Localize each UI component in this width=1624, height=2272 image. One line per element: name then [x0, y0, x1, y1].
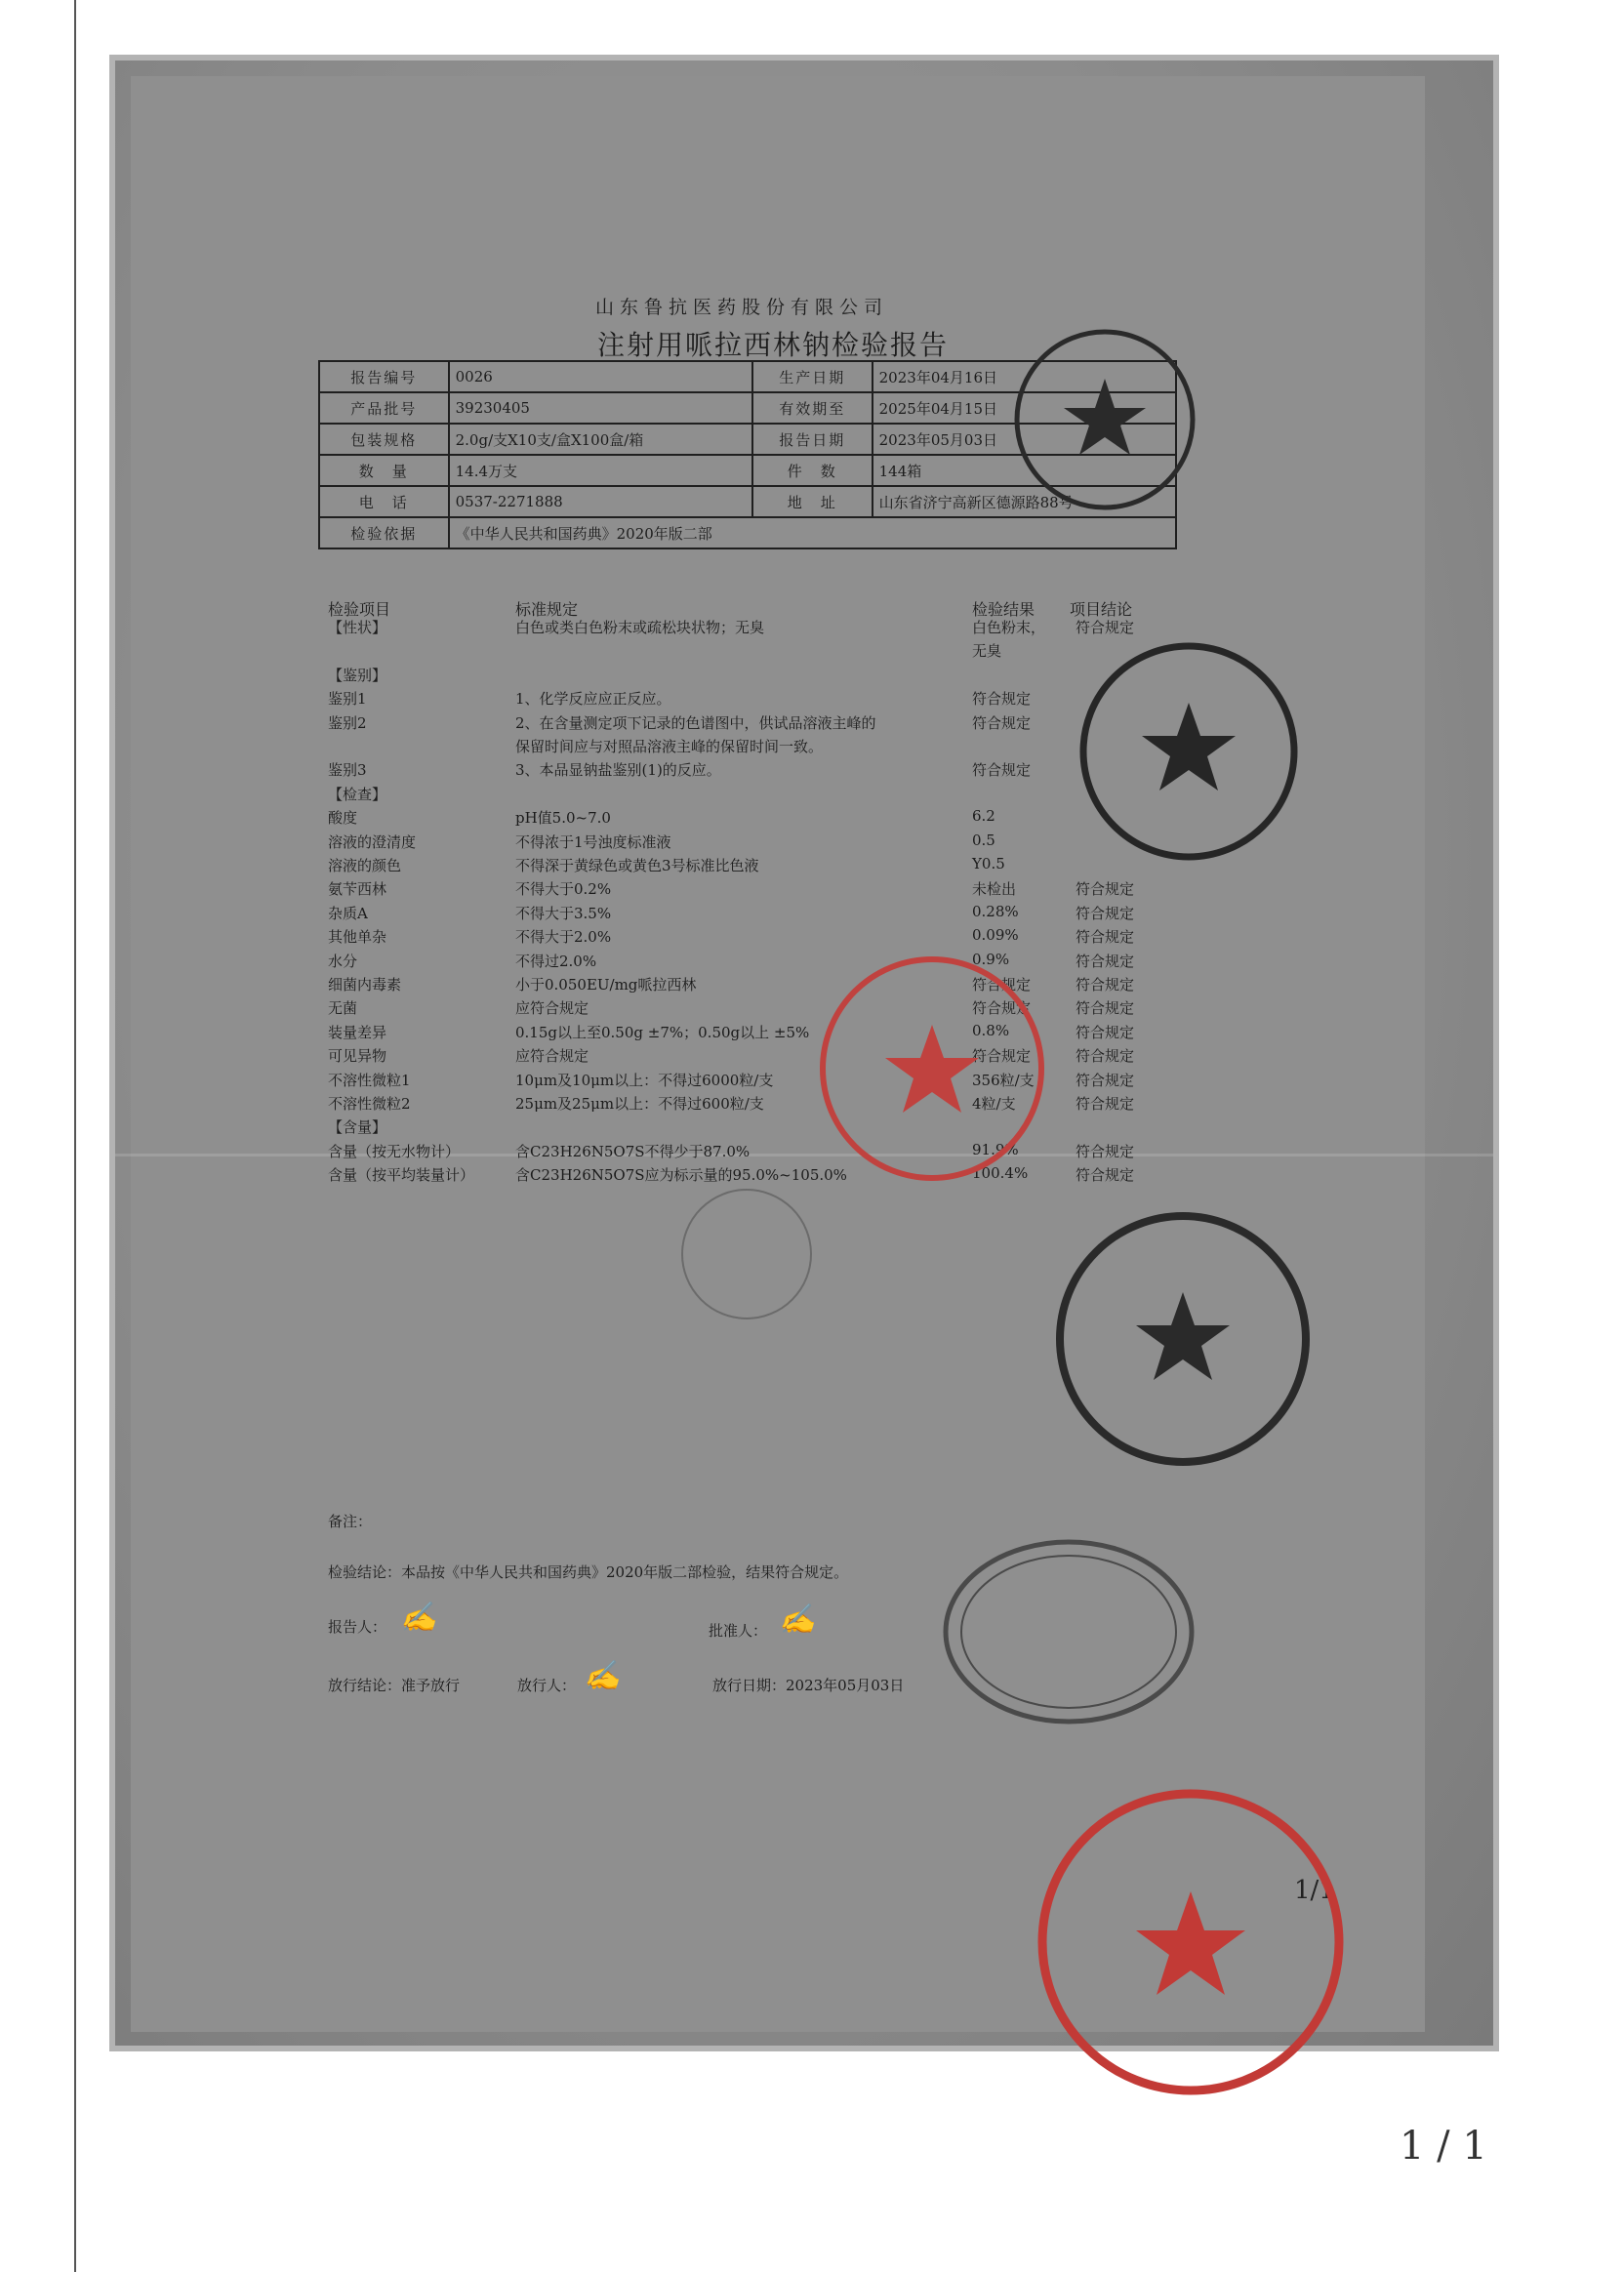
result-standard: 小于0.050EU/mg哌拉西林	[515, 976, 697, 994]
result-value: 未检出	[972, 880, 1017, 898]
approver-signature: ✍	[779, 1603, 816, 1637]
info-value: 山东省济宁高新区德源路88号	[873, 486, 1176, 517]
result-item: 含量（按平均装量计）	[328, 1166, 475, 1184]
result-conclusion: 符合规定	[1076, 976, 1135, 994]
basis-value: 《中华人民共和国药典》2020年版二部	[449, 517, 1176, 548]
result-conclusion: 符合规定	[1076, 619, 1135, 636]
result-conclusion: 符合规定	[1076, 1024, 1135, 1041]
info-label: 生产日期	[752, 361, 873, 392]
result-conclusion: 符合规定	[1076, 999, 1135, 1017]
result-standard: 含C23H26N5O7S应为标示量的95.0%~105.0%	[515, 1166, 847, 1184]
info-label: 报告编号	[319, 361, 449, 392]
result-standard: 25μm及25μm以上：不得过600粒/支	[515, 1095, 764, 1113]
result-standard: 10μm及10μm以上：不得过6000粒/支	[515, 1072, 774, 1089]
result-item: 溶液的颜色	[328, 857, 402, 874]
result-item: 溶液的澄清度	[328, 833, 417, 851]
result-value: 91.9%	[972, 1141, 1019, 1158]
releaser-signature: ✍	[584, 1659, 621, 1693]
result-standard: pH值5.0~7.0	[515, 809, 611, 827]
info-label: 电 话	[319, 486, 449, 517]
info-value: 2025年04月15日	[873, 392, 1176, 424]
result-item: 含量（按无水物计）	[328, 1143, 461, 1160]
result-item: 无菌	[328, 999, 358, 1017]
jiyuan-red-center-stamp	[810, 947, 1054, 1191]
result-row	[328, 617, 1167, 638]
result-value: 符合规定	[972, 714, 1032, 732]
info-value: 0026	[449, 361, 752, 392]
result-value: 符合规定	[972, 690, 1032, 708]
header-conclusion: 项目结论	[1070, 600, 1133, 619]
result-item: 不溶性微粒2	[328, 1095, 411, 1113]
result-row	[328, 736, 1167, 757]
company-name: 山东鲁抗医药股份有限公司	[595, 297, 889, 318]
info-value: 144箱	[873, 455, 1176, 486]
page-number: 1 / 1	[1400, 2124, 1487, 2169]
info-label: 报告日期	[752, 424, 873, 455]
reporter-signature: ✍	[400, 1601, 437, 1635]
result-value: 4粒/支	[972, 1095, 1016, 1113]
info-value: 39230405	[449, 392, 752, 424]
result-item: 酸度	[328, 809, 358, 827]
result-conclusion: 符合规定	[1076, 1095, 1135, 1113]
market-release-stamp	[937, 1534, 1200, 1729]
result-item: 不溶性微粒1	[328, 1072, 411, 1089]
feima-group-stamp	[1046, 1202, 1320, 1476]
result-conclusion: 符合规定	[1076, 905, 1135, 922]
result-item: 鉴别2	[328, 714, 367, 732]
result-row	[328, 903, 1167, 924]
result-row	[328, 665, 1167, 686]
result-value: Y0.5	[972, 855, 1005, 872]
result-value: 白色粉末，	[972, 619, 1046, 636]
info-label: 包装规格	[319, 424, 449, 455]
result-item: 鉴别1	[328, 690, 367, 708]
report-title: 注射用哌拉西林钠检验报告	[597, 329, 950, 361]
result-standard: 0.15g以上至0.50g ±7%；0.50g以上 ±5%	[515, 1024, 810, 1041]
info-value: 2.0g/支X10支/盒X100盒/箱	[449, 424, 752, 455]
result-item: 氨苄西林	[328, 880, 387, 898]
releaser-label: 放行人：	[517, 1677, 577, 1694]
result-standard: 不得大于0.2%	[515, 880, 612, 898]
result-value: 0.9%	[972, 951, 1010, 968]
result-item: 【性状】	[328, 619, 387, 636]
reporter-label: 报告人：	[328, 1618, 387, 1636]
result-value: 符合规定	[972, 999, 1032, 1017]
info-value: 2023年04月16日	[873, 361, 1176, 392]
result-standard: 1、化学反应应正反应。	[515, 690, 671, 708]
result-value: 符合规定	[972, 976, 1032, 994]
release-conclusion: 放行结论：准予放行	[328, 1677, 461, 1694]
result-row	[328, 926, 1167, 948]
result-item: 【含量】	[328, 1118, 387, 1136]
basis-row	[319, 517, 1176, 548]
result-value: 0.8%	[972, 1022, 1010, 1039]
result-row	[328, 712, 1167, 734]
result-standard: 应符合规定	[515, 1047, 589, 1065]
result-conclusion: 符合规定	[1076, 1143, 1135, 1160]
result-standard: 应符合规定	[515, 999, 589, 1017]
result-item: 【鉴别】	[328, 667, 387, 684]
result-item: 可见异物	[328, 1047, 387, 1065]
header-result: 检验结果	[972, 600, 1035, 619]
result-conclusion: 符合规定	[1076, 928, 1135, 946]
result-standard: 不得大于2.0%	[515, 928, 612, 946]
jiyuan-red-bottom-stamp	[1025, 1776, 1357, 2108]
conclusion-text: 检验结论：本品按《中华人民共和国药典》2020年版二部检验，结果符合规定。	[328, 1563, 849, 1581]
result-standard: 含C23H26N5O7S不得少于87.0%	[515, 1143, 751, 1160]
result-standard: 不得过2.0%	[515, 953, 597, 970]
release-date: 放行日期：2023年05月03日	[712, 1677, 905, 1694]
approver-label: 批准人：	[709, 1622, 768, 1640]
faint-round-stamp	[673, 1181, 820, 1327]
result-value: 符合规定	[972, 1047, 1032, 1065]
result-conclusion: 符合规定	[1076, 880, 1135, 898]
result-conclusion: 符合规定	[1076, 953, 1135, 970]
result-value: 356粒/支	[972, 1072, 1035, 1089]
result-value: 符合规定	[972, 761, 1032, 779]
result-standard: 保留时间应与对照品溶液主峰的保留时间一致。	[515, 738, 824, 755]
result-standard: 3、本品显钠盐鉴别(1)的反应。	[515, 761, 721, 779]
info-label: 数 量	[319, 455, 449, 486]
stamp-fraction: 1/1	[1294, 1876, 1335, 1905]
result-conclusion: 符合规定	[1076, 1166, 1135, 1184]
result-row	[328, 784, 1167, 805]
result-item: 【检查】	[328, 786, 387, 803]
result-row	[328, 640, 1167, 662]
remark-label: 备注：	[328, 1513, 373, 1530]
quality-seal-stamp	[1007, 322, 1202, 517]
result-value: 0.09%	[972, 926, 1019, 944]
result-item: 杂质A	[328, 905, 368, 922]
result-row	[328, 855, 1167, 876]
info-label: 产品批号	[319, 392, 449, 424]
result-standard: 白色或类白色粉末或疏松块状物；无臭	[515, 619, 765, 636]
info-label: 地 址	[752, 486, 873, 517]
info-value: 2023年05月03日	[873, 424, 1176, 455]
basis-label: 检验依据	[319, 517, 449, 548]
jiyuan-quality-mgmt-stamp	[1072, 634, 1306, 869]
result-value: 无臭	[972, 642, 1002, 660]
info-label: 件 数	[752, 455, 873, 486]
result-row	[328, 878, 1167, 900]
result-value: 100.4%	[972, 1164, 1029, 1182]
info-value: 0537-2271888	[449, 486, 752, 517]
result-conclusion: 符合规定	[1076, 1047, 1135, 1065]
result-standard: 不得深于黄绿色或黄色3号标准比色液	[515, 857, 759, 874]
result-item: 装量差异	[328, 1024, 387, 1041]
result-row	[328, 759, 1167, 781]
result-row	[328, 688, 1167, 710]
result-row	[328, 832, 1167, 853]
result-standard: 不得大于3.5%	[515, 905, 612, 922]
header-item: 检验项目	[328, 600, 391, 619]
result-row	[328, 807, 1167, 829]
result-value: 0.28%	[972, 903, 1019, 920]
info-label: 有效期至	[752, 392, 873, 424]
result-item: 鉴别3	[328, 761, 367, 779]
result-value: 6.2	[972, 807, 995, 825]
result-item: 细菌内毒素	[328, 976, 402, 994]
result-conclusion: 符合规定	[1076, 1072, 1135, 1089]
result-item: 水分	[328, 953, 358, 970]
result-item: 其他单杂	[328, 928, 387, 946]
info-value: 14.4万支	[449, 455, 752, 486]
header-standard: 标准规定	[515, 600, 579, 619]
result-value: 0.5	[972, 832, 995, 849]
result-standard: 不得浓于1号浊度标准液	[515, 833, 671, 851]
result-standard: 2、在含量测定项下记录的色谱图中，供试品溶液主峰的	[515, 714, 876, 732]
